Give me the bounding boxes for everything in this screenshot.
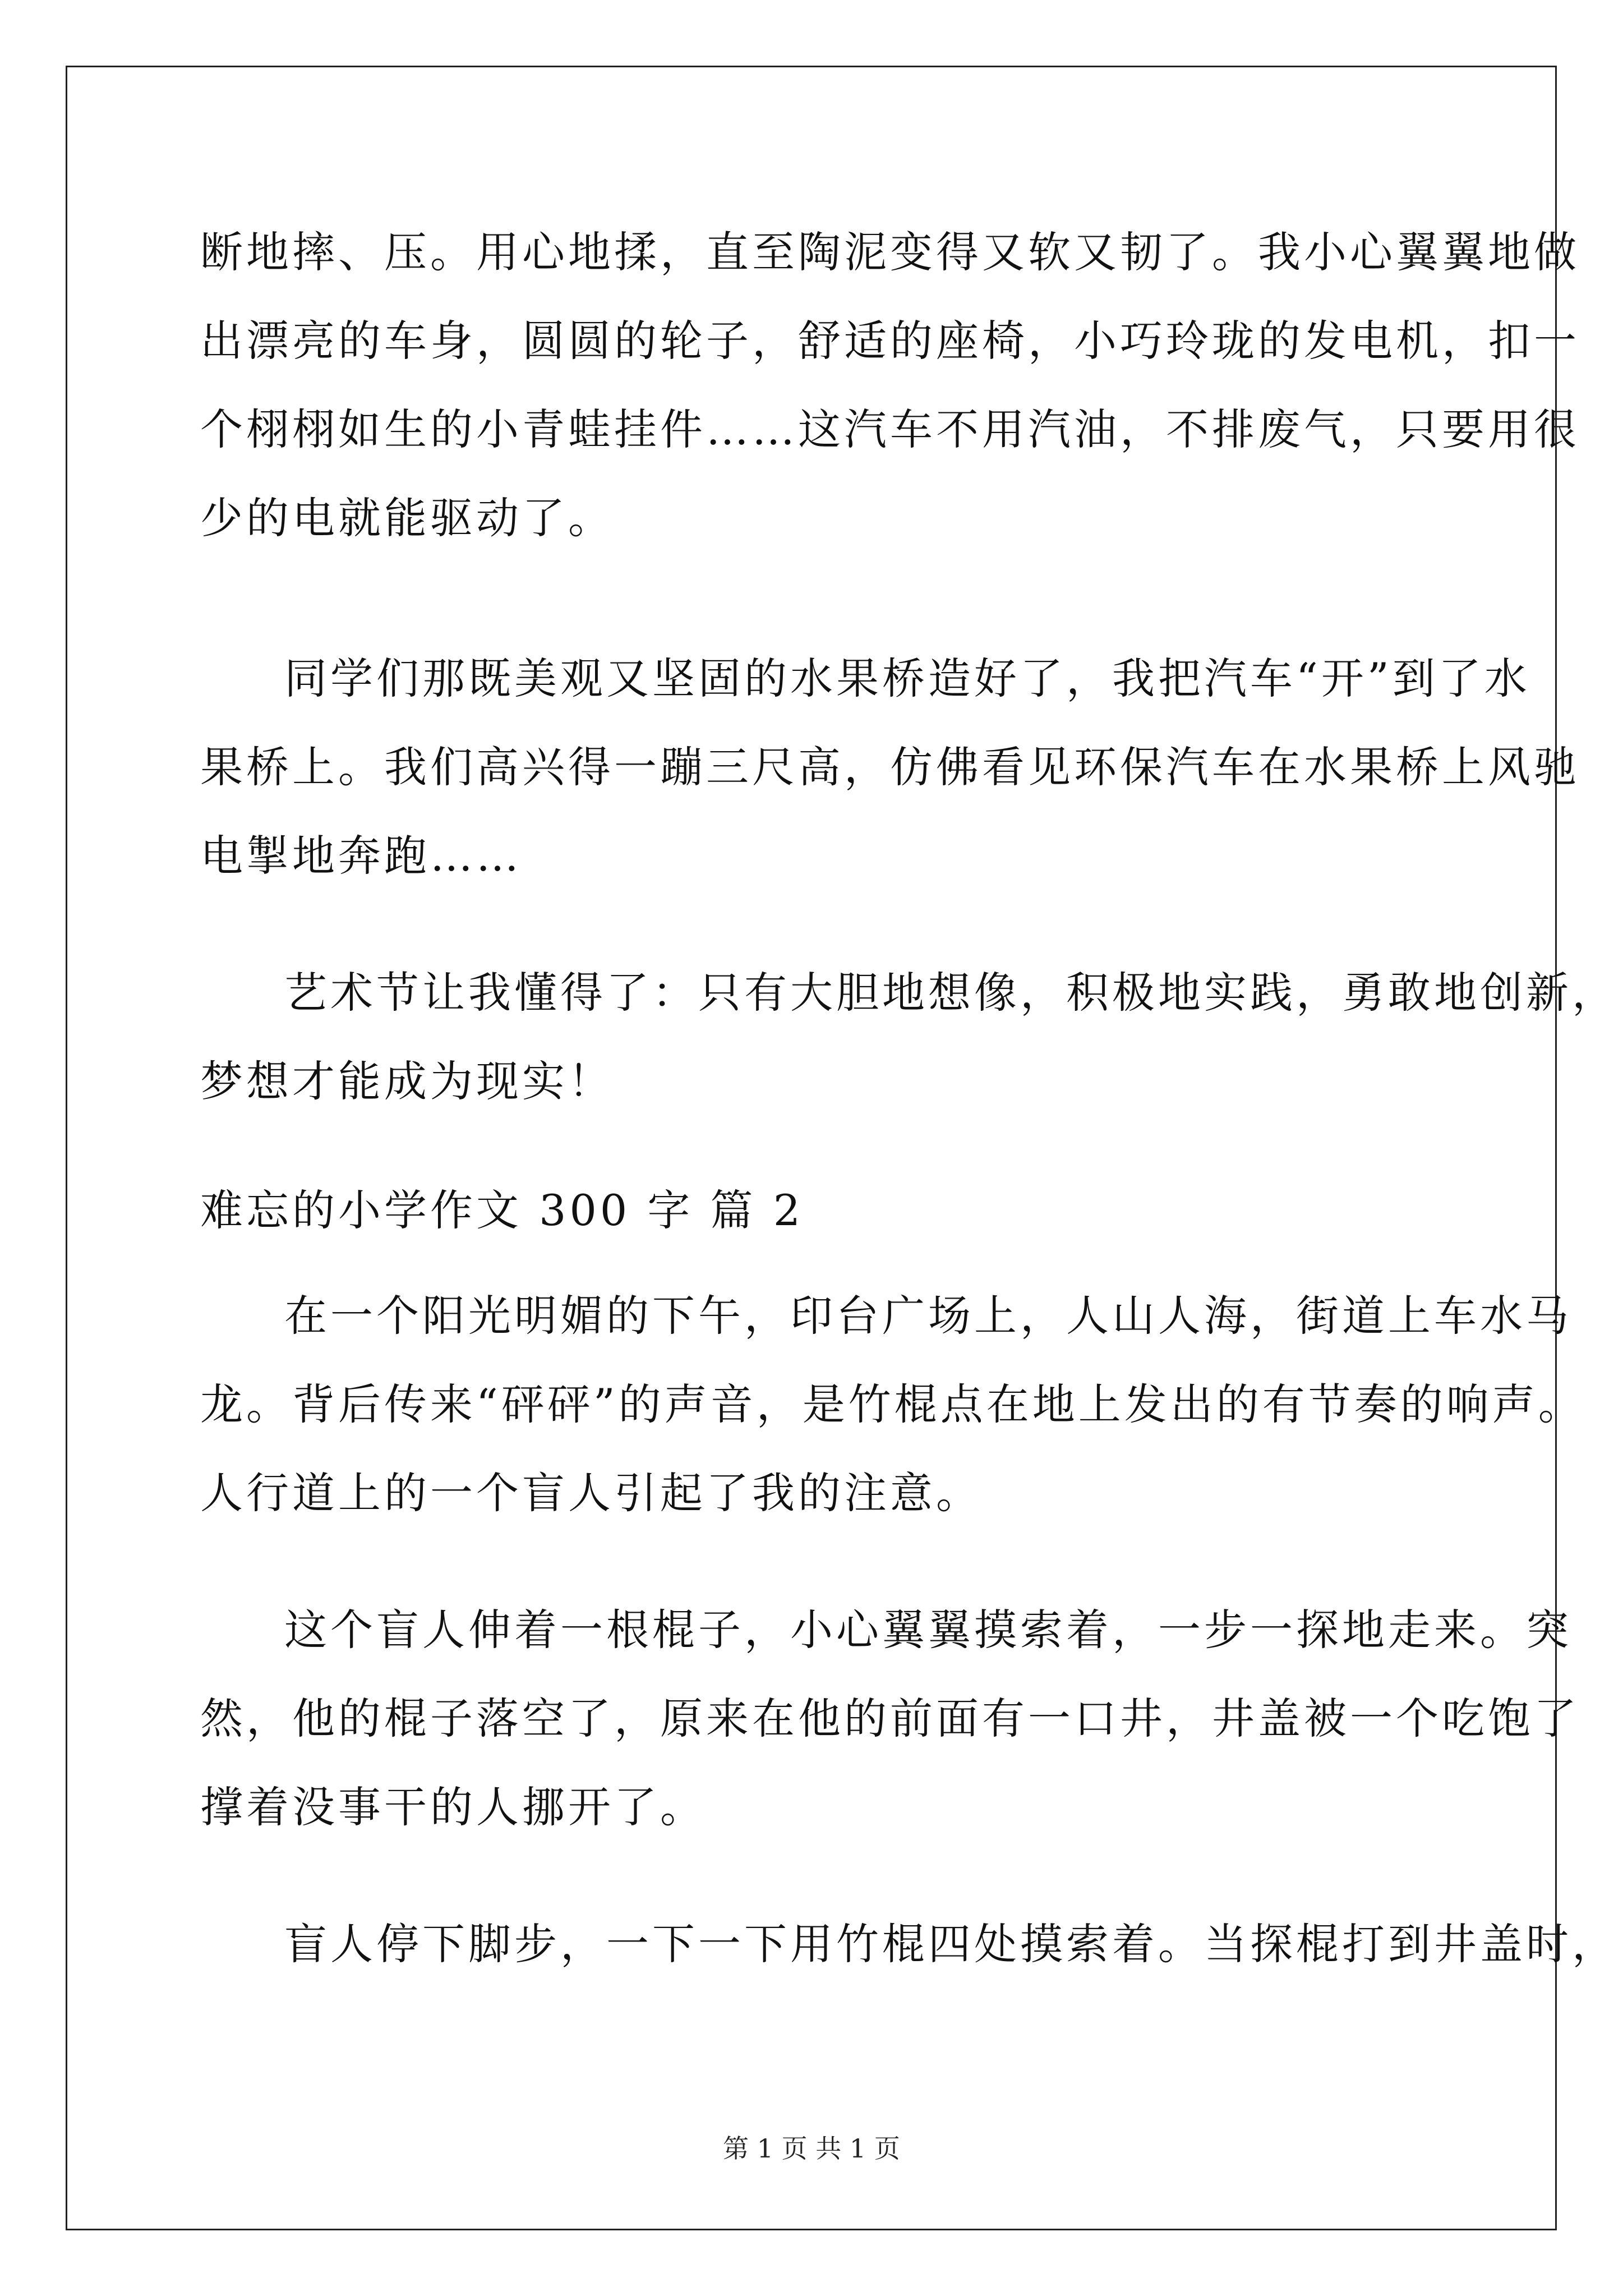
text-line: 撑着没事干的人挪开了。 bbox=[200, 1782, 706, 1832]
text-line: 电掣地奔跑…… bbox=[200, 831, 522, 881]
paragraph-first-line: 盲人停下脚步，一下一下用竹棍四处摸索着。当探棍打到井盖时， bbox=[284, 1919, 1618, 1969]
text-line: 果桥上。我们高兴得一蹦三尺高，仿佛看见环保汽车在水果桥上风驰 bbox=[200, 742, 1580, 792]
text-line: 人行道上的一个盲人引起了我的注意。 bbox=[200, 1468, 982, 1518]
text-line: 然，他的棍子落空了，原来在他的前面有一口井，井盖被一个吃饱了 bbox=[200, 1694, 1580, 1743]
page-footer: 第 1 页 共 1 页 bbox=[723, 2133, 900, 2164]
paragraph-first-line: 同学们那既美观又坚固的水果桥造好了，我把汽车“开”到了水 bbox=[284, 654, 1530, 703]
page-border bbox=[66, 66, 1557, 2230]
text-line: 少的电就能驱动了。 bbox=[200, 493, 614, 543]
text-line: 龙。背后传来“砰砰”的声音，是竹棍点在地上发出的有节奏的响声。 bbox=[200, 1379, 1584, 1429]
text-line: 出漂亮的车身，圆圆的轮子，舒适的座椅，小巧玲珑的发电机，扣一 bbox=[200, 316, 1580, 366]
paragraph-first-line: 艺术节让我懂得了：只有大胆地想像，积极地实践，勇敢地创新， bbox=[284, 968, 1618, 1018]
section-heading: 难忘的小学作文 300 字 篇 2 bbox=[200, 1185, 804, 1235]
text-line: 断地摔、压。用心地揉，直至陶泥变得又软又韧了。我小心翼翼地做 bbox=[200, 227, 1580, 277]
text-line: 个栩栩如生的小青蛙挂件……这汽车不用汽油，不排废气，只要用很 bbox=[200, 404, 1580, 454]
paragraph-first-line: 这个盲人伸着一根棍子，小心翼翼摸索着，一步一探地走来。突 bbox=[284, 1605, 1572, 1655]
text-line: 梦想才能成为现实！ bbox=[200, 1056, 614, 1106]
paragraph-first-line: 在一个阳光明媚的下午，印台广场上，人山人海，街道上车水马 bbox=[284, 1291, 1572, 1341]
